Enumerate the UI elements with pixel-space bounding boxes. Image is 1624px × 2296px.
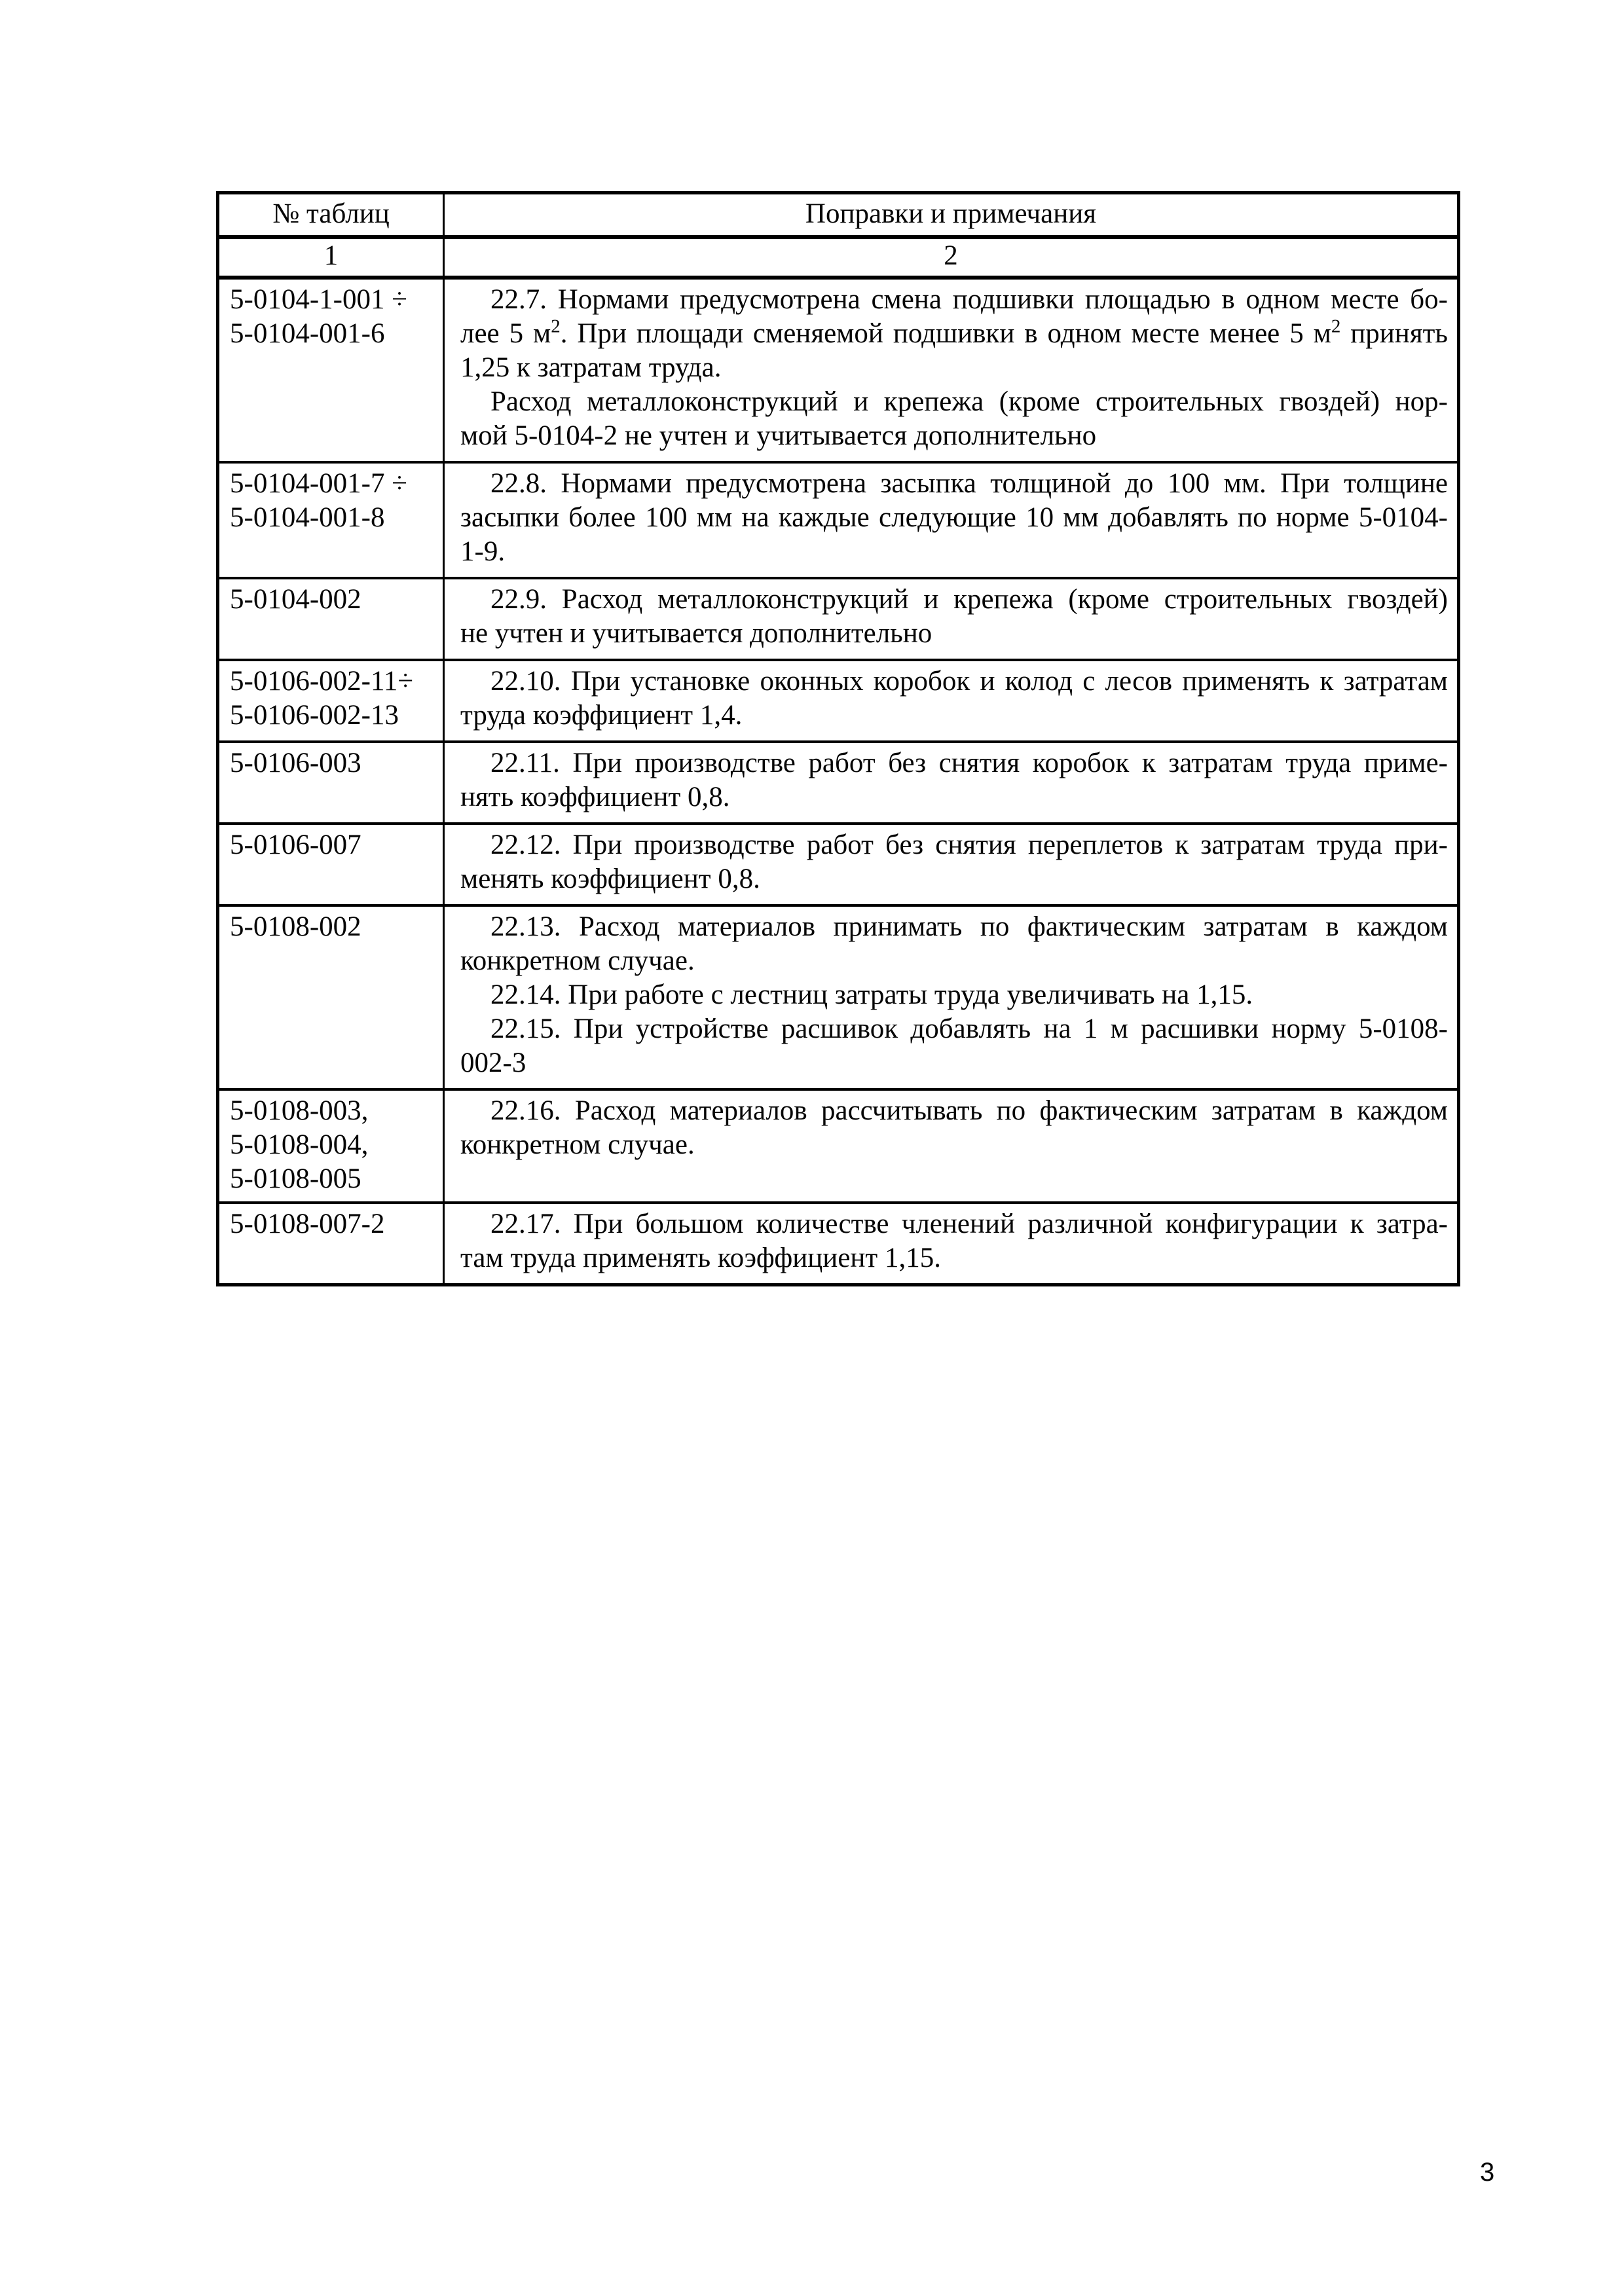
table-number-line: 5-0108-003, bbox=[230, 1095, 369, 1126]
note-cell bbox=[444, 578, 1459, 660]
superscript-digit: 2 bbox=[1331, 316, 1341, 337]
table-number-line: 5-0104-001-8 bbox=[230, 502, 385, 533]
note-cell bbox=[444, 824, 1459, 905]
table-number-line: 5-0106-007 bbox=[230, 829, 361, 860]
text-line: конкретном случае. bbox=[460, 1129, 695, 1160]
text-line: 002-3 bbox=[460, 1048, 526, 1078]
text-line: 22.11. При производстве работ без снятия коробок к затратам труда приме- bbox=[490, 748, 1448, 778]
table-number-cell bbox=[218, 1089, 444, 1203]
table-number-cell bbox=[218, 278, 444, 462]
table-number-line: 5-0106-002-11÷ bbox=[230, 666, 413, 697]
text-line: менять коэффициент 0,8. bbox=[460, 864, 760, 894]
text-line: там труда применять коэффициент 1,15. bbox=[460, 1243, 941, 1273]
table-number-line: 5-0104-1-001 ÷ bbox=[230, 284, 407, 315]
text-line: 22.12. При производстве работ без снятия переплетов к затратам труда при- bbox=[490, 829, 1448, 860]
note-cell bbox=[444, 1089, 1459, 1203]
table-number-line: 5-0108-002 bbox=[230, 911, 361, 942]
column-number-1: 1 bbox=[218, 237, 444, 278]
table-number-line: 5-0106-003 bbox=[230, 748, 361, 778]
table-row bbox=[218, 1089, 1459, 1203]
table-number-line: 5-0106-002-13 bbox=[230, 700, 399, 731]
table-row bbox=[218, 462, 1459, 578]
note-cell bbox=[444, 905, 1459, 1089]
table-number-cell bbox=[218, 660, 444, 742]
text-line: 1-9. bbox=[460, 536, 506, 567]
note-cell bbox=[444, 660, 1459, 742]
text-line: 22.16. Расход материалов рассчитывать по фактическим затратам в каждом bbox=[490, 1095, 1448, 1126]
table-number-line: 5-0108-004, bbox=[230, 1129, 369, 1160]
text-line: 22.7. Нормами предусмотрена смена подшивки площадью в одном месте бо- bbox=[490, 284, 1448, 315]
text-line: 22.14. При работе с лестниц затраты труда увеличивать на 1,15. bbox=[490, 979, 1253, 1010]
text-line: 22.10. При установке оконных коробок и колод с лесов применять к затратам bbox=[490, 666, 1448, 697]
table-number-line: 5-0108-005 bbox=[230, 1163, 361, 1194]
table-row bbox=[218, 278, 1459, 462]
table-number-cell bbox=[218, 1203, 444, 1285]
note-cell bbox=[444, 278, 1459, 462]
note-cell bbox=[444, 742, 1459, 824]
table-number-line: 5-0104-002 bbox=[230, 584, 361, 615]
table-row bbox=[218, 1203, 1459, 1285]
text-line: не учтен и учитывается дополнительно bbox=[460, 618, 932, 649]
column-number-row bbox=[218, 237, 1459, 278]
text-line: 22.8. Нормами предусмотрена засыпка толщиной до 100 мм. При толщине bbox=[490, 468, 1448, 499]
note-cell bbox=[444, 1203, 1459, 1285]
table-number-line: 5-0104-001-6 bbox=[230, 318, 385, 349]
text-line: лее 5 $м^2$. При площади сменяемой подшивки в одном месте менее 5 $м^2$ принять bbox=[460, 316, 1449, 349]
text-line: засыпки более 100 мм на каждые следующие 10 мм добавлять по норме 5-0104- bbox=[460, 502, 1448, 533]
superscript-digit: 2 bbox=[551, 316, 561, 337]
table-number-cell bbox=[218, 824, 444, 905]
text-line: 22.15. При устройстве расшивок добавлять на 1 м расшивки норму 5-0108- bbox=[490, 1013, 1448, 1044]
table-number-cell bbox=[218, 905, 444, 1089]
page-number: 3 bbox=[1480, 2158, 1495, 2187]
table-row bbox=[218, 578, 1459, 660]
text-line: Расход металлоконструкций и крепежа (кроме строительных гвоздей) нор- bbox=[490, 386, 1448, 417]
text-line: 1,25 к затратам труда. bbox=[460, 352, 722, 383]
column-number-2: 2 bbox=[444, 237, 1459, 278]
table-number-line: 5-0104-001-7 ÷ bbox=[230, 468, 407, 499]
table-row bbox=[218, 905, 1459, 1089]
text-line: труда коэффициент 1,4. bbox=[460, 700, 743, 731]
table-number-cell bbox=[218, 462, 444, 578]
note-cell bbox=[444, 462, 1459, 578]
text-line: 22.17. При большом количестве членений различной конфигурации к затра- bbox=[490, 1209, 1448, 1239]
table-body bbox=[218, 278, 1459, 1285]
table-number-line: 5-0108-007-2 bbox=[230, 1209, 385, 1239]
col-header-table-numbers: № таблиц bbox=[218, 193, 444, 238]
table-row bbox=[218, 660, 1459, 742]
table-number-cell bbox=[218, 578, 444, 660]
table-row bbox=[218, 824, 1459, 905]
text-line: мой 5-0104-2 не учтен и учитывается дополнительно bbox=[460, 420, 1097, 451]
text-line: конкретном случае. bbox=[460, 945, 695, 976]
table-number-cell bbox=[218, 742, 444, 824]
col-header-notes: Поправки и примечания bbox=[444, 193, 1459, 238]
text-line: 22.9. Расход металлоконструкций и крепежа (кроме строительных гвоздей) bbox=[490, 584, 1448, 615]
text-line: 22.13. Расход материалов принимать по фактическим затратам в каждом bbox=[490, 911, 1448, 942]
header-row bbox=[218, 193, 1459, 238]
table-row bbox=[218, 742, 1459, 824]
corrections-table bbox=[216, 191, 1460, 1286]
text-line: нять коэффициент 0,8. bbox=[460, 782, 730, 812]
